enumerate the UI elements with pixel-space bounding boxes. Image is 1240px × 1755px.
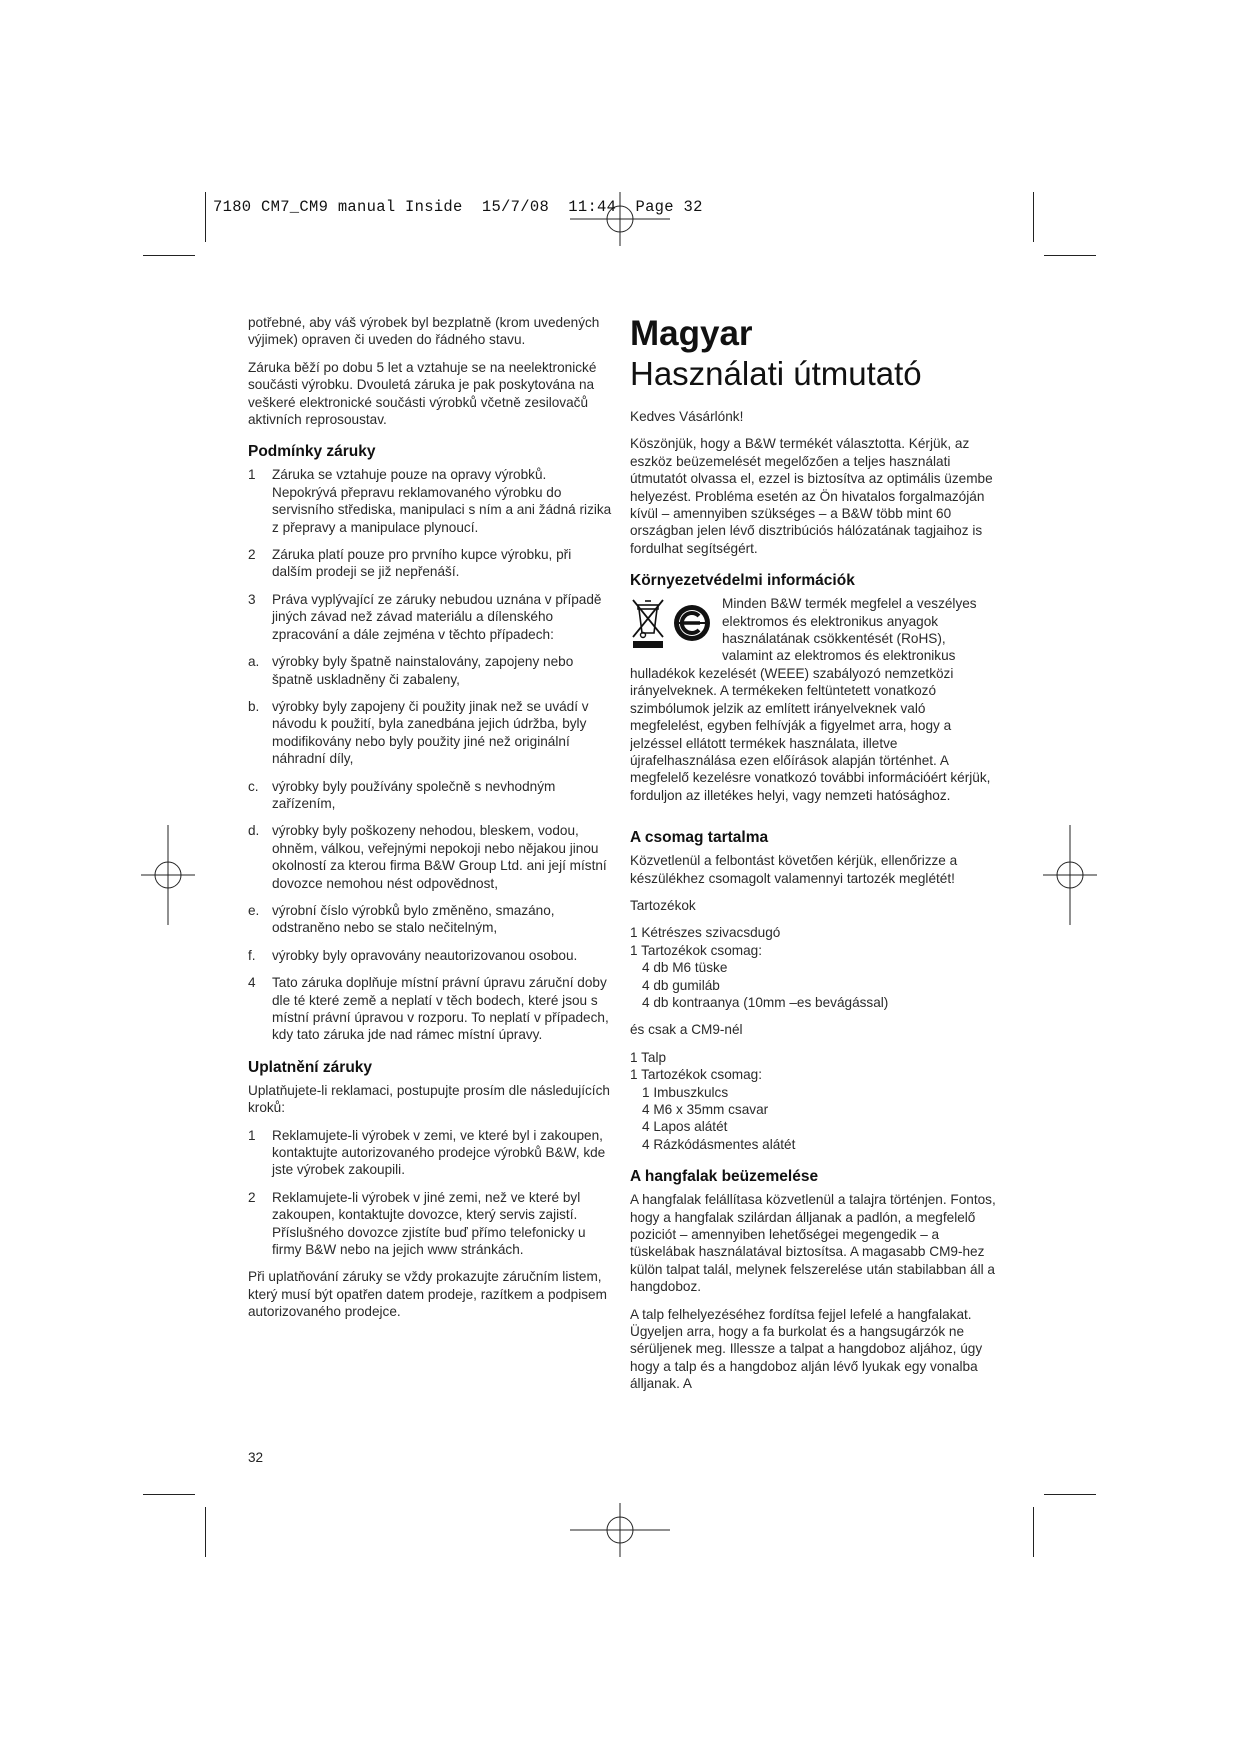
paragraph: Tartozékok: [630, 897, 696, 913]
list-item: 1 Reklamujete-li výrobek v zemi, ve které byl i zakoupen, kontaktujte autorizovaného prodejce výrobků B&W, kde jste výrobek zakoupili.: [248, 1127, 606, 1178]
paragraph: A talp felhelyezéséhez fordítsa fejjel lefelé a hangfalakat. Ügyeljen arra, hogy a fa burkolat és a hangsugárzók ne sérüljenek meg. Illessze a talpat a hangdoboz aljához, úgy hogy a talp és a hangdoboz alján lévő lyukak egy vonalba álljanak. A: [630, 1306, 983, 1392]
crop-mark: [205, 192, 206, 242]
paragraph: Köszönjük, hogy a B&W termékét választotta. Kérjük, az eszköz beüzemelését megelőzően a teljes használati útmutatót olvassa el, ezzel is biztosítva az optimális üzembe helyezést. Probléma esetén az Ön hivatalos forgalmazóján kívül – amennyiben szükséges – a B&W több mint 60 országban jelen lévő disztribúciós hálózatának tagjaihoz is fordulhat segítségért.: [630, 436, 993, 556]
list-item: c. výrobky byly používány společně s nevhodným zařízením,: [248, 778, 556, 811]
weee-bin-icon: [630, 597, 666, 649]
crop-mark: [143, 1494, 195, 1495]
paragraph: Při uplatňování záruky se vždy prokazujte záručním listem, který musí být opatřen datem prodeje, razítkem a podpisem autorizovaného prodejce.: [248, 1269, 607, 1320]
crop-mark: [1033, 1507, 1034, 1557]
list-item: 1 Imbuszkulcs: [642, 1084, 729, 1100]
environment-icons: [630, 597, 714, 651]
list-item: 2 Záruka platí pouze pro prvního kupce výrobku, při dalším prodeji se již nepřenáší.: [248, 547, 572, 580]
list-item: 1 Talp: [630, 1049, 667, 1065]
list-item: 1 Kétrészes szivacsdugó: [630, 925, 781, 941]
list-item: d. výrobky byly poškozeny nehodou, bleskem, vodou, ohněm, válkou, veřejnými nepokoji nebo nějakou jinou okolností za kterou firma B&W Group Ltd. ani její místní dovozce nemohou nést odpovědnost,: [248, 823, 607, 891]
list-item: f. výrobky byly opravovány neautorizovanou osobou.: [248, 947, 578, 963]
claim-list: [248, 1127, 612, 1259]
paragraph: és csak a CM9-nél: [630, 1022, 743, 1038]
list-item: 2 Reklamujete-li výrobek v jiné zemi, než ve které byl zakoupen, kontaktujte dovozce, který servis zajistí. Příslušného dovozce zjistíte buď přímo telefonicky u firmy B&W nebo na jejich www stránkách.: [248, 1189, 586, 1258]
section-heading: Környezetvédelmi információk: [630, 572, 855, 590]
list-item: a. výrobky byly špatně nainstalovány, zapojeny nebo špatně uskladněny či zabaleny,: [248, 654, 574, 687]
registration-mark-left: [141, 825, 195, 925]
list-item: 1 Tartozékok csomag:: [630, 1067, 762, 1083]
list-item: 1 Záruka se vztahuje pouze na opravy výrobků. Nepokrývá přepravu reklamovaného výrobku do servisního střediska, manipulaci s ním a ani žádná rizika z přepravy a manipulace plynoucí.: [248, 467, 612, 535]
list-item: 4 Lapos alátét: [642, 1119, 728, 1135]
paragraph: Minden B&W termék megfelel a veszélyes elektromos és elektronikus anyagok használatának csökkentését (RoHS), valamint az elektromos és elektronikus hulladékok kezelését (WEEE) szabályozó nemzetközi irányelveknek. A termékeken feltüntetett vonatkozó szimbólumok jelzik az említett irányelveknek való megfelelést, egyben felhívják a figyelmet arra, hogy a jelzéssel ellátott termékek használata, illetve újrafelhasználása ezen előírások alapján történhet. A megfelelő kezelésre vonatkozó további információért kérjük, forduljon az illetékes helyi, vagy nemzeti hatósághoz.: [630, 596, 991, 803]
paragraph: Záruka běží po dobu 5 let a vztahuje se na neelektronické součásti výrobku. Dvouletá záruka je pak poskytována na veškeré elektronické součásti výrobků včetně zesilovačů aktivních reprosoustav.: [248, 359, 597, 428]
cm9-accessories-list: [630, 1049, 1000, 1153]
environment-block: [630, 595, 1000, 814]
crop-mark: [143, 255, 195, 256]
list-item: 4 db gumiláb: [642, 977, 720, 993]
registration-mark-right: [1043, 825, 1097, 925]
accessories-list: [630, 924, 1000, 1011]
left-column: [248, 314, 612, 1331]
rohs-icon: [672, 603, 712, 643]
list-item: 3 Práva vyplývající ze záruky nebudou uznána v případě jiných závad než závad materiálu a dílenského zpracování a dále zejména v těchto případech:: [248, 591, 602, 642]
list-item: 1 Tartozékok csomag:: [630, 942, 762, 958]
paragraph: potřebné, aby váš výrobek byl bezplatně (krom uvedených výjimek) opraven či uveden do řádného stavu.: [248, 315, 600, 348]
section-heading: A hangfalak beüzemelése: [630, 1168, 819, 1186]
page-title: Magyar: [630, 314, 753, 353]
crop-mark: [205, 1507, 206, 1557]
crop-mark: [1044, 1494, 1096, 1495]
paragraph: A hangfalak felállítasa közvetlenül a talajra történjen. Fontos, hogy a hangfalak szilárdan álljanak a padlón, a megfelelő poziciót – amennyiben lehetőségei megengedik – a tüskelábak használatával biztosítsa. A magasabb CM9-hez külön talpat talál, melynek felszerelése után stabilabban áll a hangdoboz.: [630, 1192, 996, 1295]
crop-mark: [1033, 192, 1034, 242]
list-item: 4 db M6 tüske: [642, 960, 728, 976]
section-heading: Uplatnění záruky: [248, 1058, 373, 1076]
conditions-list: [248, 466, 612, 1043]
list-item: b. výrobky byly zapojeny či použity jinak než se uvádí v návodu k použití, byla zanedbána jejich údržba, byly modifikovány nebo byly použity jiné než originální náhradní díly,: [248, 698, 589, 767]
paragraph: Kedves Vásárlónk!: [630, 409, 744, 424]
list-item: 4 db kontraanya (10mm –es bevágással): [642, 994, 889, 1010]
page-number: 32: [248, 1450, 264, 1465]
paragraph: Közvetlenül a felbontást követően kérjük, ellenőrizze a készülékhez csomagolt valamennyi tartozék meglétét!: [630, 853, 958, 886]
section-heading: Podmínky záruky: [248, 443, 376, 461]
section-heading: A csomag tartalma: [630, 829, 769, 847]
right-column: [630, 314, 1000, 1403]
list-item: e. výrobní číslo výrobků bylo změněno, smazáno, odstraněno nebo se stalo nečitelným,: [248, 902, 555, 936]
crop-mark: [1044, 255, 1096, 256]
list-item: 4 Rázkódásmentes alátét: [642, 1136, 796, 1152]
paragraph: Uplatňujete-li reklamaci, postupujte prosím dle následujících kroků:: [248, 1082, 610, 1116]
page-subtitle: Használati útmutató: [630, 355, 922, 392]
list-item: 4 M6 x 35mm csavar: [642, 1102, 769, 1117]
print-slug: 7180 CM7_CM9 manual Inside 15/7/08 11:44 Page 32: [213, 198, 703, 216]
registration-mark-bottom: [570, 1503, 670, 1557]
list-item: 4 Tato záruka doplňuje místní právní úpravu záruční doby dle té které země a neplatí v těch bodech, které jsou s místní právní úpravou v rozporu. To neplatí v případech, kdy tato záruka jde nad rámec místní úpravy.: [248, 975, 609, 1043]
